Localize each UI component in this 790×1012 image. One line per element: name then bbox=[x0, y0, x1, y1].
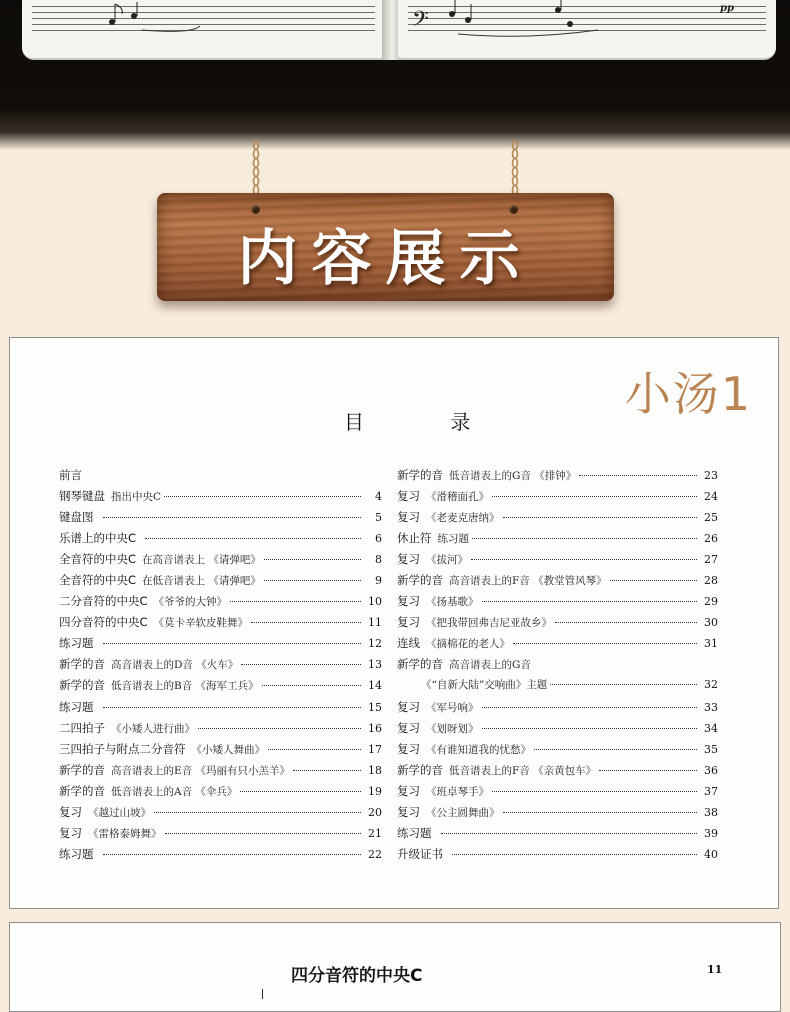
toc-entry bbox=[397, 741, 718, 762]
toc-entry-label: 新学的音 bbox=[59, 762, 105, 777]
toc-entry-page: 40 bbox=[704, 847, 718, 861]
toc-dot-leader bbox=[471, 559, 697, 560]
toc-entry-page: 21 bbox=[368, 826, 382, 840]
toc-dot-leader bbox=[610, 580, 697, 581]
toc-dot-leader bbox=[441, 833, 698, 834]
toc-entry-label: 练习题 bbox=[59, 699, 94, 714]
toc-entry bbox=[59, 509, 382, 530]
toc-entry-subtitle: 《摘棉花的老人》 bbox=[426, 638, 510, 651]
toc-entry-subtitle: 低音谱表上的A音 《伞兵》 bbox=[111, 785, 238, 798]
toc-column-left bbox=[59, 467, 382, 867]
toc-dot-leader bbox=[579, 475, 697, 476]
toc-dot-leader bbox=[165, 833, 362, 834]
toc-dot-leader bbox=[503, 812, 698, 813]
toc-entry-label: 新学的音 bbox=[397, 762, 443, 777]
toc-entry-label: 新学的音 bbox=[397, 573, 443, 588]
toc-entry bbox=[397, 635, 718, 656]
toc-entry-page: 33 bbox=[704, 700, 718, 714]
toc-entry-subtitle: 《“自新大陆”交响曲》主题 bbox=[421, 679, 548, 692]
toc-entry-page: 6 bbox=[375, 532, 382, 546]
toc-entry-page: 19 bbox=[368, 784, 382, 798]
dynamic-marking: pp bbox=[720, 3, 734, 14]
toc-entry-subtitle: 在高音谱表上 《请弹吧》 bbox=[142, 554, 261, 567]
toc-dot-leader bbox=[482, 707, 698, 708]
toc-entry-label: 复习 bbox=[397, 615, 420, 630]
toc-entry-subtitle: 《莫卡辛软皮鞋舞》 bbox=[153, 617, 249, 630]
toc-entry-page: 18 bbox=[368, 763, 382, 777]
toc-entry-page: 34 bbox=[704, 721, 718, 735]
toc-entry-label: 前言 bbox=[59, 468, 82, 482]
toc-entry-page: 29 bbox=[704, 595, 718, 609]
toc-entry-page: 24 bbox=[704, 490, 718, 504]
toc-entry-subtitle: 《老麦克唐纳》 bbox=[426, 512, 500, 525]
toc-dot-leader bbox=[264, 580, 361, 581]
toc-entry-label: 练习题 bbox=[397, 825, 432, 840]
toc-entry bbox=[397, 572, 718, 593]
toc-entry-label: 四分音符的中央C bbox=[59, 615, 148, 630]
toc-entry-page: 9 bbox=[375, 574, 382, 588]
svg-text:𝄢: 𝄢 bbox=[412, 7, 429, 37]
toc-entry-page: 39 bbox=[704, 826, 718, 840]
toc-dot-leader bbox=[230, 601, 361, 602]
toc-entry-page: 17 bbox=[368, 742, 382, 756]
toc-entry-page: 12 bbox=[368, 637, 382, 651]
toc-entry bbox=[59, 741, 382, 762]
toc-entry-label: 练习题 bbox=[59, 636, 94, 651]
toc-dot-leader bbox=[103, 707, 362, 708]
toc-entry bbox=[59, 572, 382, 593]
toc-entry bbox=[59, 804, 382, 825]
toc-entry-subtitle: 《把我带回弗吉尼亚故乡》 bbox=[426, 617, 552, 630]
toc-entry-label: 三四拍子与附点二分音符 bbox=[59, 741, 186, 756]
toc-entry-subtitle: 在低音谱表上 《请弹吧》 bbox=[142, 575, 261, 588]
toc-dot-leader bbox=[599, 770, 697, 771]
toc-entry bbox=[397, 720, 718, 741]
toc-entry-subtitle: 《扬基歌》 bbox=[426, 596, 479, 609]
toc-dot-leader bbox=[198, 728, 361, 729]
toc-dot-leader bbox=[154, 812, 361, 813]
toc-entry-subtitle: 《越过山坡》 bbox=[88, 806, 151, 819]
toc-entry-label: 复习 bbox=[397, 552, 420, 567]
toc-entry-page: 30 bbox=[704, 616, 718, 630]
toc-entry-label: 升级证书 bbox=[397, 846, 443, 861]
toc-entry-subtitle: 低音谱表上的B音 《海军工兵》 bbox=[111, 680, 259, 693]
toc-entry-page: 25 bbox=[704, 511, 718, 525]
toc-dot-leader bbox=[452, 854, 697, 855]
toc-entry-page: 8 bbox=[375, 553, 382, 567]
toc-entry-subtitle: 高音谱表上的D音 《火车》 bbox=[111, 659, 239, 672]
toc-entry-subtitle: 《滑稽面孔》 bbox=[426, 491, 489, 504]
toc-entry-page: 13 bbox=[368, 658, 382, 672]
toc-entry-label: 新学的音 bbox=[59, 783, 105, 798]
toc-dot-leader bbox=[482, 728, 698, 729]
toc-entry bbox=[59, 699, 382, 720]
toc-entry bbox=[59, 614, 382, 635]
toc-entry bbox=[59, 783, 382, 804]
toc-entry-page: 38 bbox=[704, 805, 718, 819]
toc-entry bbox=[397, 677, 718, 698]
toc-entry bbox=[397, 656, 718, 677]
toc-entry-subtitle: 《小矮人舞曲》 bbox=[191, 743, 265, 756]
toc-entry-subtitle: 《班卓琴手》 bbox=[426, 785, 489, 798]
toc-dot-leader bbox=[472, 538, 697, 539]
toc-entry-label: 全音符的中央C bbox=[59, 552, 137, 567]
toc-entry-subtitle: 高音谱表上的F音 《教堂管风琴》 bbox=[449, 575, 607, 588]
toc-entry-page: 28 bbox=[704, 574, 718, 588]
toc-entry bbox=[59, 530, 382, 551]
toc-entry bbox=[59, 551, 382, 572]
toc-entry-subtitle: 低音谱表上的F音 《亲黄包车》 bbox=[449, 764, 597, 777]
toc-entry-label: 复习 bbox=[397, 720, 420, 735]
toc-entry-page: 15 bbox=[368, 700, 382, 714]
toc-entry-label: 键盘图 bbox=[59, 510, 94, 525]
toc-dot-leader bbox=[503, 517, 698, 518]
toc-entry-page: 4 bbox=[375, 490, 382, 504]
banner-title: 内容展示 bbox=[237, 224, 534, 294]
toc-entry bbox=[59, 593, 382, 614]
toc-entry-label: 新学的音 bbox=[59, 657, 105, 672]
toc-dot-leader bbox=[103, 854, 362, 855]
toc-entry-page: 35 bbox=[704, 742, 718, 756]
toc-entry bbox=[397, 593, 718, 614]
toc-entry-subtitle: 指出中央C bbox=[111, 491, 162, 504]
toc-entry bbox=[59, 846, 382, 867]
sheet-page-number: 11 bbox=[707, 963, 723, 976]
toc-entry-label: 复习 bbox=[397, 699, 420, 714]
toc-entry-label: 复习 bbox=[397, 489, 420, 504]
toc-entry bbox=[397, 467, 718, 488]
toc-entry-label: 复习 bbox=[397, 741, 420, 756]
toc-dot-leader bbox=[251, 622, 361, 623]
toc-entry-label: 连线 bbox=[397, 636, 420, 651]
toc-dot-leader bbox=[103, 517, 362, 518]
toc-dot-leader bbox=[293, 770, 361, 771]
toc-entry-subtitle: 低音谱表上的G音 《排钟》 bbox=[449, 470, 577, 482]
book-preview-band bbox=[0, 0, 790, 150]
toc-dot-leader bbox=[550, 684, 697, 685]
toc-dot-leader bbox=[240, 791, 361, 792]
toc-entry-subtitle: 《小矮人进行曲》 bbox=[111, 722, 195, 735]
toc-page bbox=[9, 337, 779, 909]
toc-entry bbox=[397, 825, 718, 846]
toc-entry-page: 14 bbox=[368, 679, 382, 693]
sheet-music-page bbox=[9, 922, 781, 1012]
music-notes-icon bbox=[82, 0, 202, 40]
toc-entry-subtitle: 练习题 bbox=[437, 533, 469, 546]
toc-entry bbox=[397, 762, 718, 783]
wooden-sign-banner bbox=[157, 193, 614, 301]
toc-entry-label: 二四拍子 bbox=[59, 720, 105, 735]
toc-entry-page: 20 bbox=[368, 805, 382, 819]
toc-entry-page: 23 bbox=[704, 469, 718, 482]
toc-entry-subtitle: 《雷格泰姆舞》 bbox=[88, 827, 162, 840]
toc-entry bbox=[59, 467, 382, 488]
toc-entry-subtitle: 《爷爷的大钟》 bbox=[153, 596, 228, 609]
toc-entry-label: 新学的音 bbox=[59, 678, 105, 693]
toc-dot-leader bbox=[164, 496, 361, 497]
toc-entry-subtitle: 高音谱表上的G音 bbox=[449, 659, 531, 672]
toc-dot-leader bbox=[262, 685, 361, 686]
toc-dot-leader bbox=[534, 749, 697, 750]
toc-entry bbox=[397, 846, 718, 867]
sheet-title: 四分音符的中央C bbox=[291, 966, 423, 986]
toc-entry-subtitle: 《拔河》 bbox=[426, 554, 468, 567]
toc-entry bbox=[397, 804, 718, 825]
toc-entry-label: 复习 bbox=[59, 825, 82, 840]
toc-entry-label: 新学的音 bbox=[397, 468, 443, 482]
toc-entry bbox=[397, 488, 718, 509]
toc-entry-page: 16 bbox=[368, 721, 382, 735]
toc-entry-label: 复习 bbox=[397, 804, 420, 819]
toc-entry-page: 11 bbox=[368, 616, 382, 630]
toc-entry-label: 钢琴键盘 bbox=[59, 489, 105, 504]
toc-column-right bbox=[397, 467, 718, 867]
toc-entry bbox=[397, 530, 718, 551]
toc-entry-label: 休止符 bbox=[397, 531, 432, 546]
toc-entry-page: 26 bbox=[704, 532, 718, 546]
toc-entry-subtitle: 高音谱表上的E音 《玛丽有只小羔羊》 bbox=[111, 764, 291, 777]
sheet-music-page-left bbox=[22, 0, 385, 60]
toc-dot-leader bbox=[103, 643, 362, 644]
toc-entry bbox=[397, 551, 718, 572]
toc-heading: 目 录 bbox=[344, 410, 511, 434]
toc-entry-subtitle: 《划呀划》 bbox=[426, 722, 479, 735]
toc-entry-label: 复习 bbox=[397, 783, 420, 798]
toc-dot-leader bbox=[555, 622, 697, 623]
toc-dot-leader bbox=[145, 538, 361, 539]
toc-entry-label: 复习 bbox=[397, 594, 420, 609]
toc-entry-label: 二分音符的中央C bbox=[59, 594, 148, 609]
toc-entry bbox=[59, 656, 382, 677]
toc-entry bbox=[397, 509, 718, 530]
sheet-music-page-right bbox=[398, 0, 776, 60]
toc-dot-leader bbox=[492, 791, 697, 792]
toc-dot-leader bbox=[492, 496, 697, 497]
toc-entry-subtitle: 《公主圆舞曲》 bbox=[426, 806, 500, 819]
toc-entry-label: 全音符的中央C bbox=[59, 573, 137, 588]
toc-entry-page: 5 bbox=[375, 511, 382, 525]
toc-dot-leader bbox=[268, 749, 361, 750]
toc-entry-subtitle: 《有谁知道我的忧愁》 bbox=[426, 743, 531, 756]
toc-entry bbox=[397, 699, 718, 720]
toc-entry bbox=[59, 825, 382, 846]
toc-entry-page: 27 bbox=[704, 553, 718, 567]
toc-entry-page: 36 bbox=[704, 763, 718, 777]
toc-dot-leader bbox=[482, 601, 698, 602]
toc-entry-label: 新学的音 bbox=[397, 657, 443, 672]
toc-entry-page: 32 bbox=[704, 678, 718, 692]
toc-entry-page: 37 bbox=[704, 784, 718, 798]
toc-entry bbox=[397, 614, 718, 635]
toc-dot-leader bbox=[241, 664, 361, 665]
music-notes-icon bbox=[408, 0, 608, 44]
toc-entry bbox=[59, 762, 382, 783]
toc-entry-label: 复习 bbox=[59, 804, 82, 819]
toc-entry bbox=[59, 488, 382, 509]
toc-entry bbox=[59, 635, 382, 656]
toc-entry-page: 22 bbox=[368, 847, 382, 861]
book-code-label: 小汤1 bbox=[624, 367, 752, 421]
toc-entry bbox=[397, 783, 718, 804]
toc-entry bbox=[59, 720, 382, 741]
toc-dot-leader bbox=[513, 643, 697, 644]
toc-dot-leader bbox=[264, 559, 361, 560]
toc-entry-page: 10 bbox=[368, 595, 382, 609]
toc-entry-page: 31 bbox=[704, 637, 718, 651]
toc-entry-label: 练习题 bbox=[59, 846, 94, 861]
toc-entry-label: 复习 bbox=[397, 510, 420, 525]
toc-entry bbox=[59, 677, 382, 698]
toc-entry-label: 乐谱上的中央C bbox=[59, 531, 137, 546]
toc-entry-subtitle: 《军号响》 bbox=[426, 701, 479, 714]
